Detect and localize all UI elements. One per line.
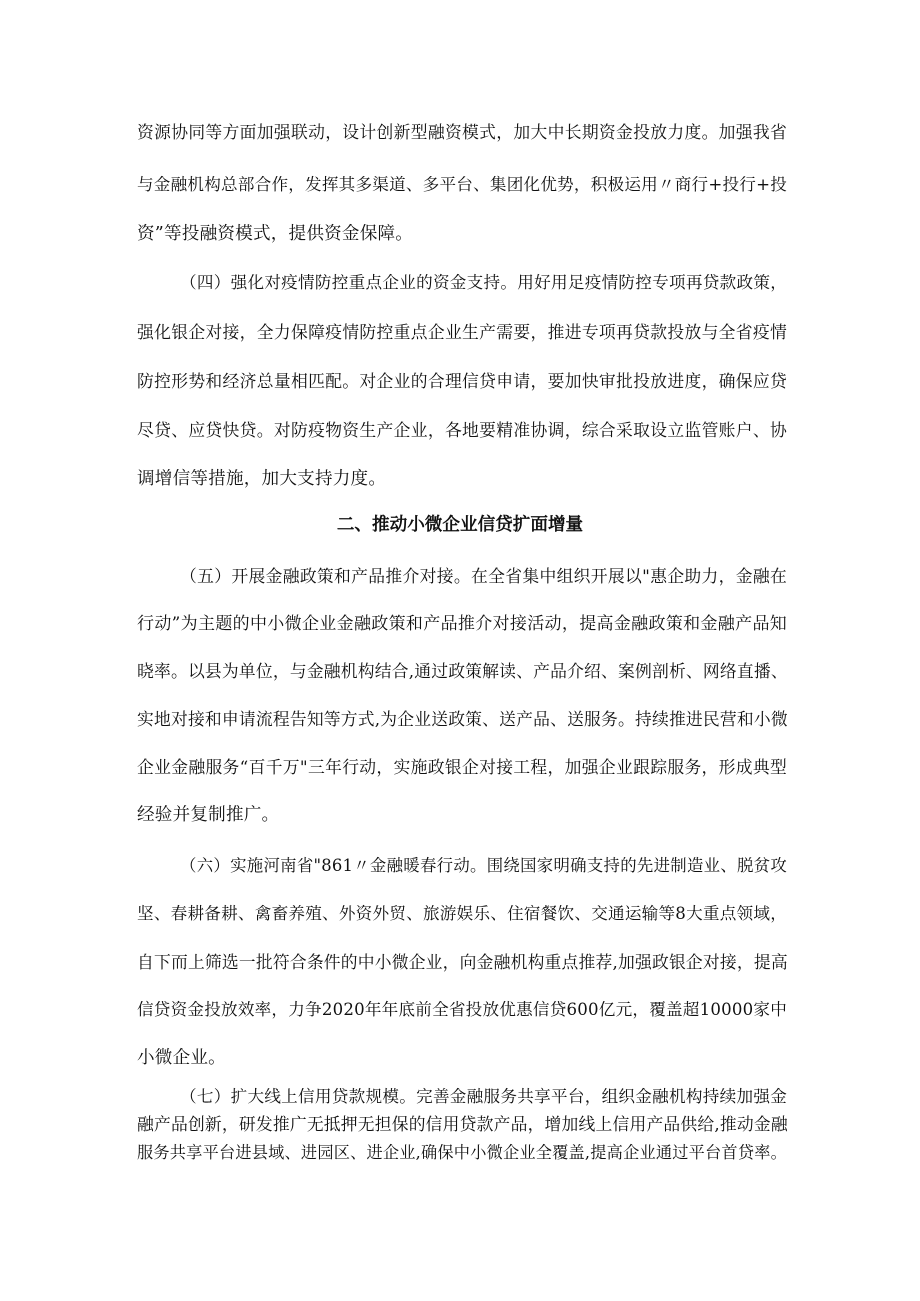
paragraph-4-line-5: 小微企业。 [137,1048,226,1068]
paragraph-2-line-2: 强化银企对接，全力保障疫情防控重点企业生产需要，推进专项再贷款投放与全省疫情 [137,322,787,342]
paragraph-4-line-1: （六）实施河南省"861〃金融暖春行动。围绕国家明确支持的先进制造业、脱贫攻 [180,856,787,875]
paragraph-3-line-4: 实地对接和申请流程告知等方式,为企业送政策、送产品、送服务。持续推进民营和小微 [137,709,788,729]
section-heading: 二、推动小微企业信贷扩面增量 [336,515,584,535]
paragraph-4-line-2: 坚、春耕备耕、禽畜养殖、外资外贸、旅游娱乐、住宿餐饮、交通运输等8大重点领域， [137,904,787,923]
paragraph-3-line-2: 行动”为主题的中小微企业金融政策和产品推介对接活动，提高金融政策和金融产品知 [137,614,787,634]
paragraph-3-line-3: 晓率。以县为单位，与金融机构结合,通过政策解读、产品介绍、案例剖析、网络直播、 [137,661,788,681]
paragraph-3-line-6: 经验并复制推广。 [137,805,280,825]
paragraph-1-line-1: 资源协同等方面加强联动，设计创新型融资模式，加大中长期资金投放力度。加强我省 [137,122,787,142]
paragraph-2-line-4: 尽贷、应贷快贷。对防疫物资生产企业，各地要精准协调，综合采取设立监管账户、协 [137,420,787,440]
paragraph-5-line-2: 融产品创新，研发推广无抵押无担保的信用贷款产品，增加线上信用产品供给,推动金融 [137,1114,788,1134]
paragraph-2-line-3: 防控形势和经济总量相匹配。对企业的合理信贷申请，要加快审批投放进度，确保应贷 [137,371,787,391]
paragraph-4-line-3: 自下而上筛选一批符合条件的中小微企业，向金融机构重点推荐,加强政银企对接，提高 [137,952,788,972]
paragraph-3-line-1: （五）开展金融政策和产品推介对接。在全省集中组织开展以"惠企助力，金融在 [180,566,787,586]
paragraph-1-line-2: 与金融机构总部合作，发挥其多渠道、多平台、集团化优势，积极运用〃商行+投行+投 [137,175,787,194]
paragraph-5-line-3: 服务共享平台进县域、进园区、进企业,确保中小微企业全覆盖,提高企业通过平台首贷率。 [137,1143,787,1162]
paragraph-2-line-5: 调增信等措施，加大支持力度。 [137,469,387,489]
paragraph-1-line-3: 资”等投融资模式，提供资金保障。 [137,224,414,244]
paragraph-5-line-1: （七）扩大线上信用贷款规模。完善金融服务共享平台，组织金融机构持续加强金 [180,1087,787,1106]
paragraph-4-line-4: 信贷资金投放效率，力争2020年年底前全省投放优惠信贷600亿元，覆盖超10000家中 [137,1000,787,1019]
paragraph-2-line-1: （四）强化对疫情防控重点企业的资金支持。用好用足疫情防控专项再贷款政策， [180,273,787,292]
paragraph-3-line-5: 企业金融服务“百千万"三年行动，实施政银企对接工程，加强企业跟踪服务，形成典型 [137,757,787,777]
